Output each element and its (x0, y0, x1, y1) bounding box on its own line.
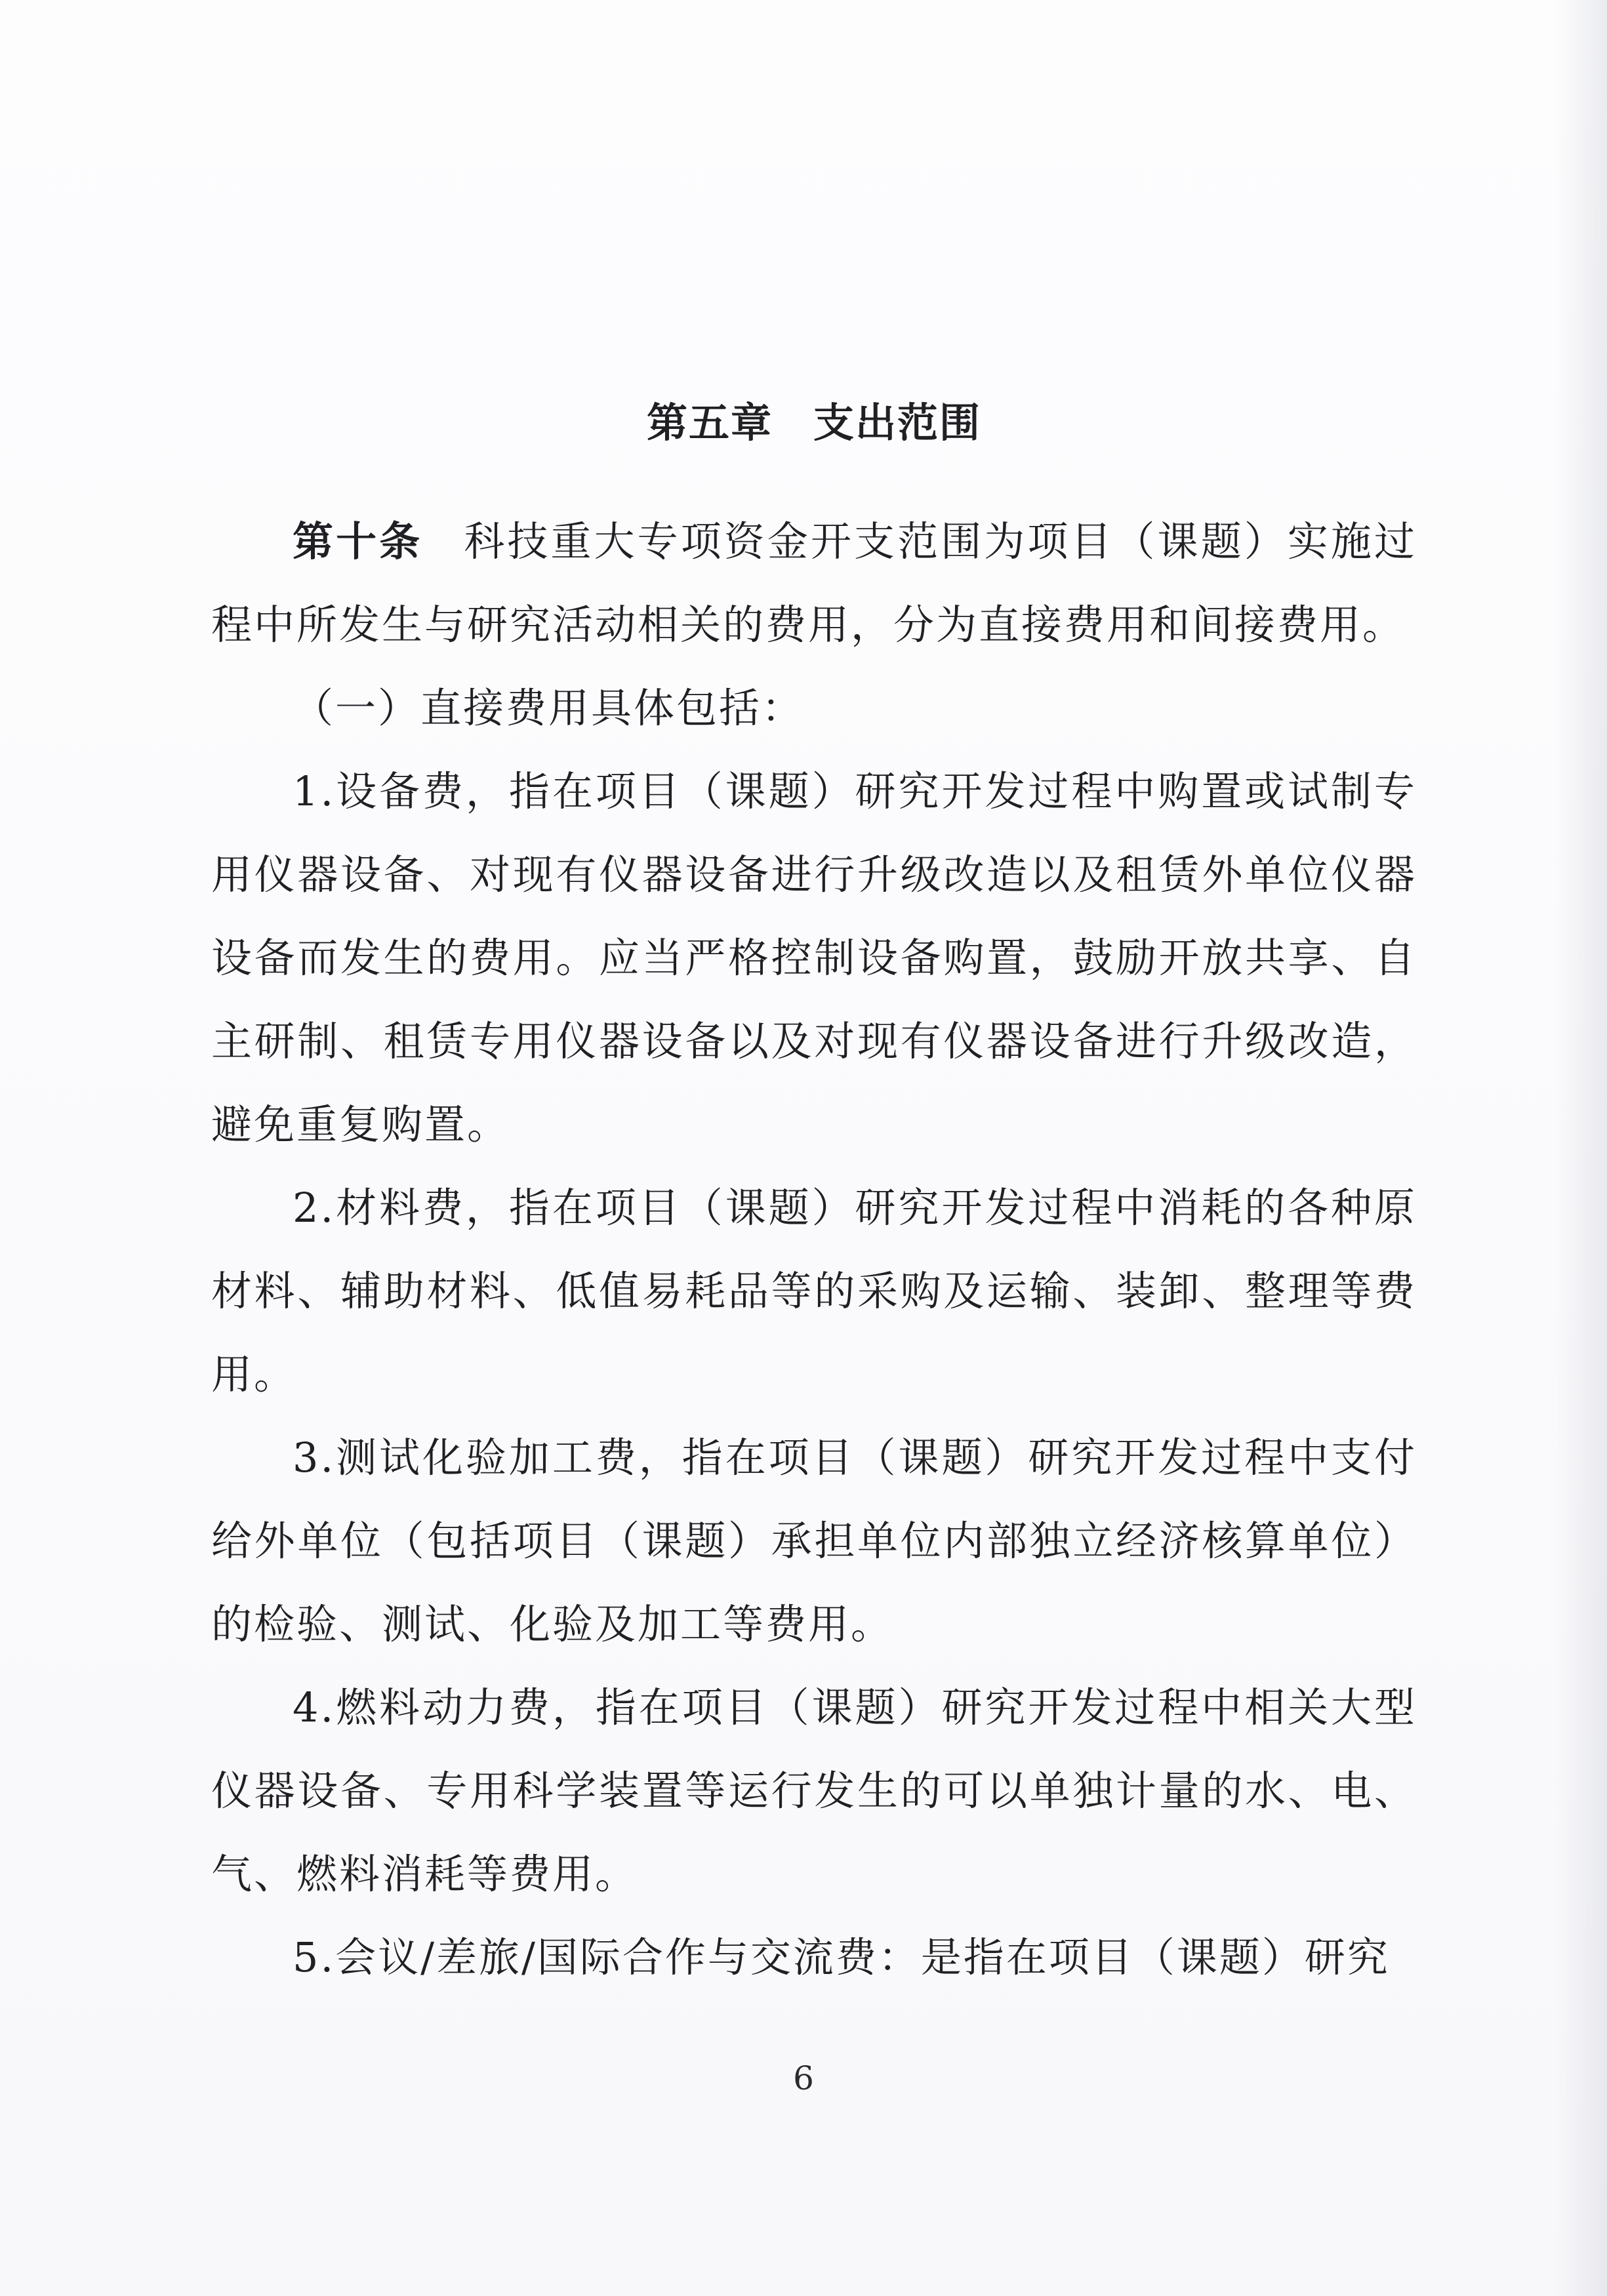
list-item: 3.测试化验加工费，指在项目（课题）研究开发过程中支付给外单位（包括项目（课题）承担单位内部独立经济核算单位）的检验、测试、化验及加工等费用。 (211, 1434, 1417, 1648)
chapter-title: 支出范围 (813, 399, 982, 447)
article-text-line1: 科技重大专项资金开支范围为项目（课题）实施过 (463, 517, 1417, 565)
article-text-rest: 程中所发生与研究活动相关的费用，分为直接费用和间接费用。 (211, 601, 1406, 649)
section-heading: （一）直接费用具体包括： (293, 684, 805, 732)
page-number: 6 (793, 2059, 814, 2097)
list-item: 1.设备费，指在项目（课题）研究开发过程中购置或试制专用仪器设备、对现有仪器设备进行升级改造以及租赁外单位仪器设备而发生的费用。应当严格控制设备购置，鼓励开放共享、自主研制、租赁专用仪器设备以及对现有仪器设备进行升级改造，避免重复购置。 (211, 767, 1417, 1148)
chapter-number: 第五章 (646, 399, 773, 447)
article-paragraph (211, 500, 1417, 666)
chapter-heading (211, 387, 1417, 459)
scan-edge-shadow (1555, 0, 1607, 2296)
page-content (211, 387, 1417, 1999)
list-item: 2.材料费，指在项目（课题）研究开发过程中消耗的各种原材料、辅助材料、低值易耗品等的采购及运输、装卸、整理等费用。 (211, 1184, 1417, 1398)
list-item: 4.燃料动力费，指在项目（课题）研究开发过程中相关大型仪器设备、专用科学装置等运行发生的可以单独计量的水、电、气、燃料消耗等费用。 (211, 1683, 1417, 1898)
article-label: 第十条 (293, 517, 423, 565)
list-item: 5.会议/差旅/国际合作与交流费：是指在项目（课题）研究 (293, 1933, 1390, 1981)
